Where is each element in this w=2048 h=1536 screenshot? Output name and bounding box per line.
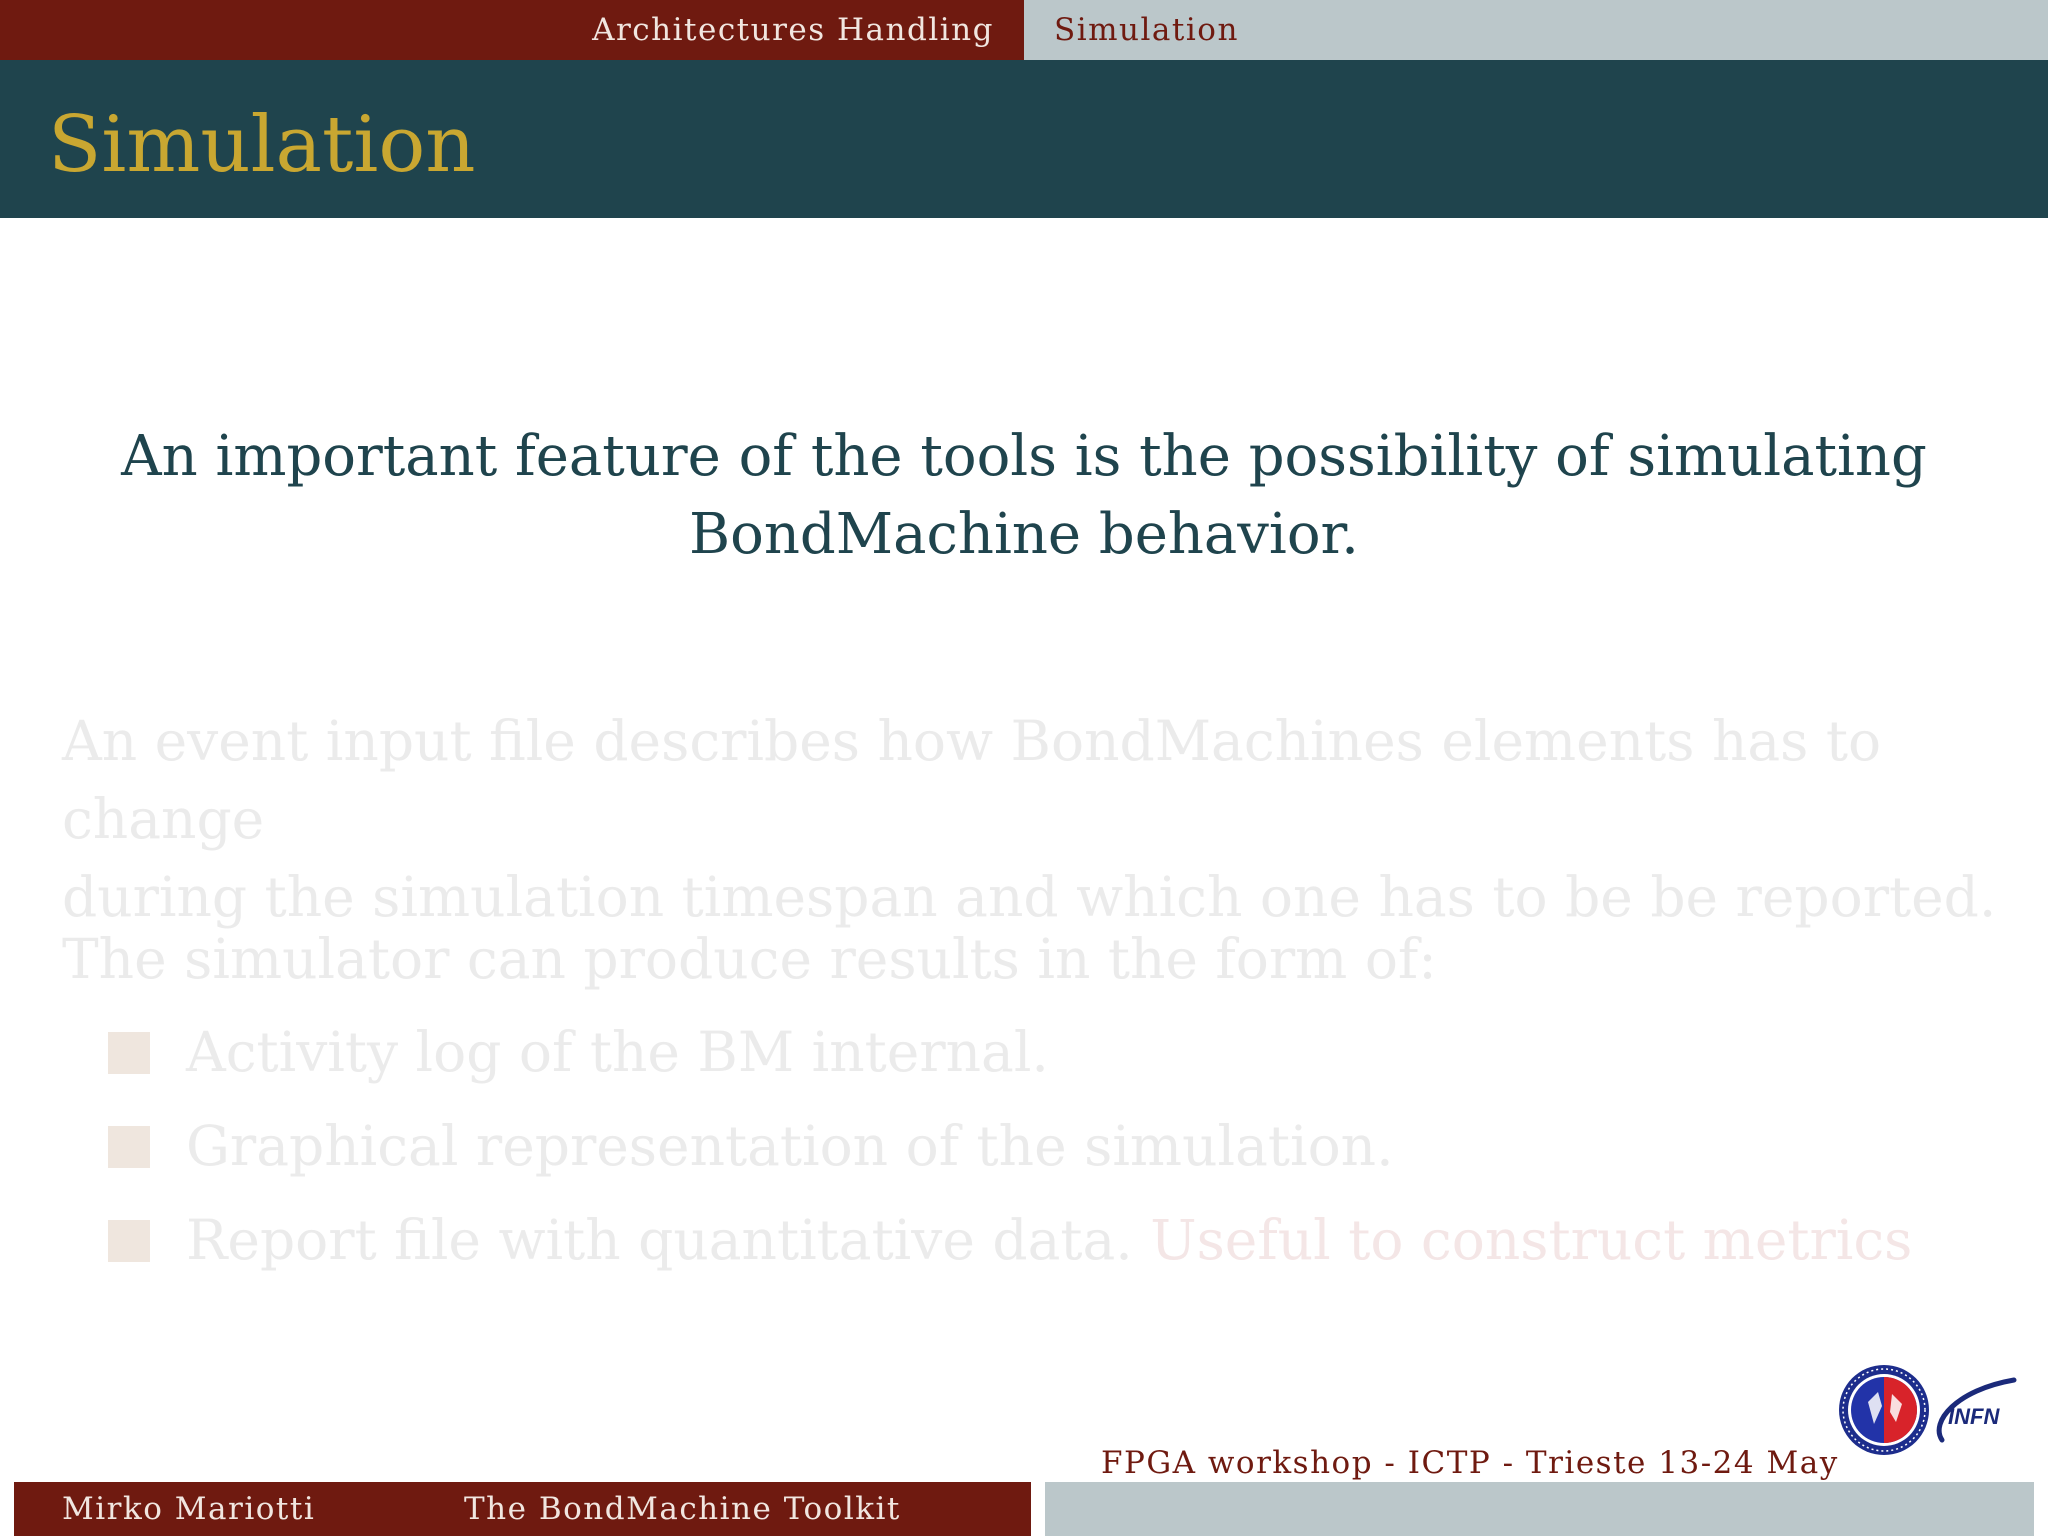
metrics-highlight: Useful to construct metrics <box>1150 1208 1913 1272</box>
top-navigation-bar <box>0 0 2048 60</box>
square-bullet-icon <box>108 1032 150 1074</box>
list-item-text: Activity log of the BM internal. <box>186 1020 1049 1084</box>
square-bullet-icon <box>108 1220 150 1262</box>
nav-section[interactable] <box>0 0 1024 60</box>
list-item-text: Report file with quantitative data. <box>186 1208 1133 1272</box>
output-forms-list <box>108 1005 2008 1287</box>
university-seal-icon <box>1839 1365 1929 1455</box>
list-item-text: Graphical representation of the simulation. <box>186 1114 1394 1178</box>
square-bullet-icon <box>108 1126 150 1168</box>
footer-event-name: FPGA workshop - ICTP - Trieste 13-24 May <box>1101 1445 1839 1481</box>
list-item <box>108 1005 2008 1099</box>
infn-logo-text: INFN <box>1948 1404 2000 1429</box>
event-file-line-2: during the simulation timespan and which one has to be be reported. <box>62 865 1997 929</box>
footer-bar <box>14 1482 2034 1536</box>
nav-subsection-label: Simulation <box>1054 12 1239 48</box>
nav-section-label: Architectures Handling <box>592 12 994 48</box>
infn-logo-icon <box>1939 1380 2014 1440</box>
event-file-line-1: An event input file describes how BondMachines elements has to change <box>62 709 1882 851</box>
footer-doc-title: The BondMachine Toolkit <box>464 1491 901 1527</box>
frame-title: Simulation <box>48 100 476 190</box>
frame-title-bar <box>0 60 2048 218</box>
nav-subsection[interactable] <box>1024 0 2048 60</box>
event-file-paragraph <box>62 702 2022 936</box>
footer-author: Mirko Mariotti <box>62 1491 316 1527</box>
lead-line-1: An important feature of the tools is the possibility of simulating <box>121 424 1927 489</box>
list-item <box>108 1099 2008 1193</box>
lead-line-2: BondMachine behavior. <box>689 502 1359 567</box>
lead-statement <box>0 418 2048 574</box>
list-item <box>108 1193 2008 1287</box>
footer-left <box>14 1482 1031 1536</box>
footer-right <box>1045 1482 2034 1536</box>
simulator-output-intro: The simulator can produce results in the form of: <box>62 927 1437 991</box>
